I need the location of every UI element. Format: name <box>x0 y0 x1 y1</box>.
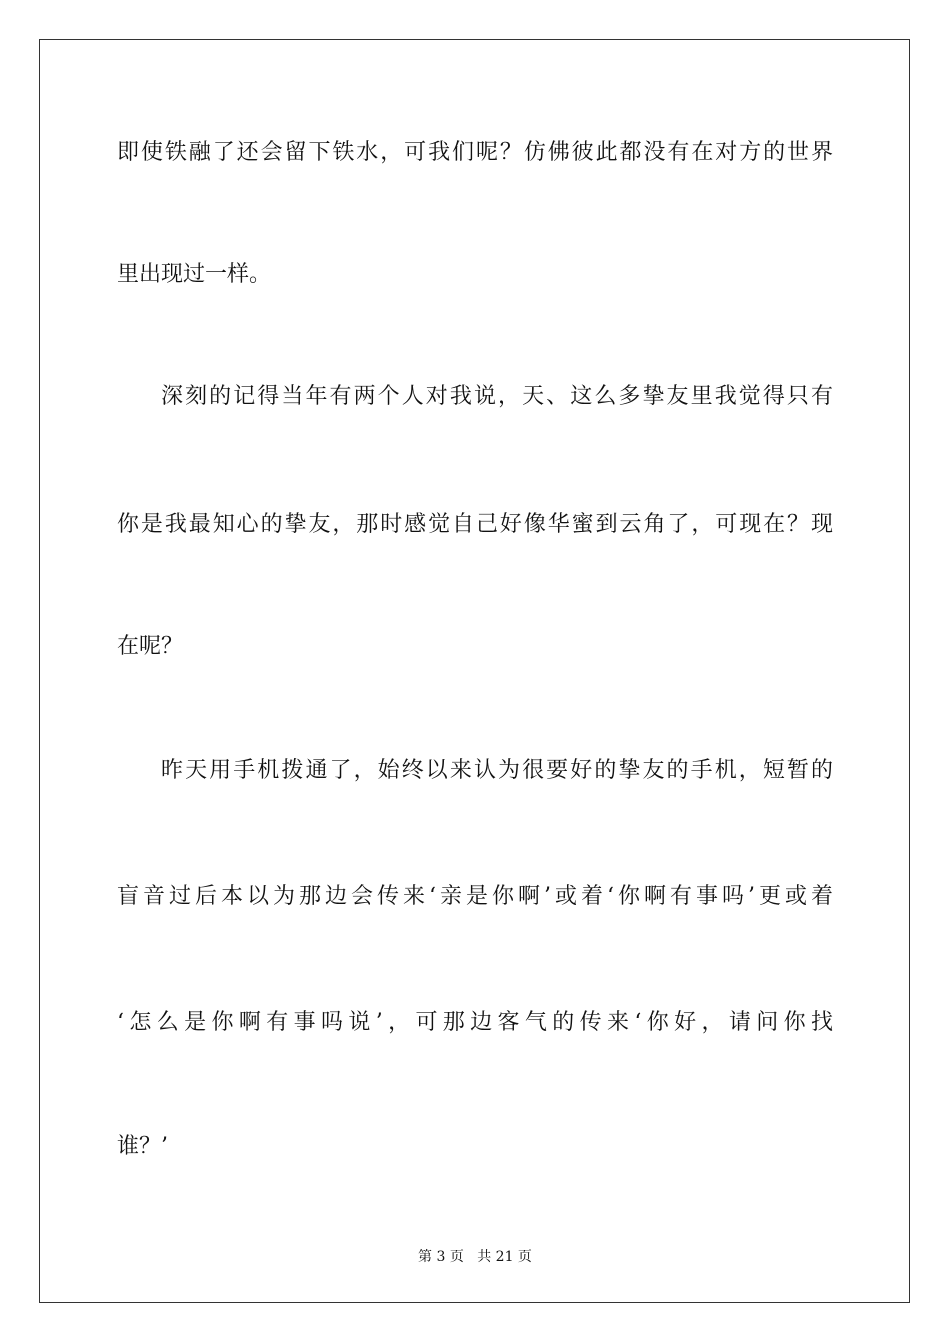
paragraph-line: 你是我最知心的挚友，那时感觉自己好像华蜜到云角了，可现在？现 <box>117 512 833 537</box>
page-number: 第 3 页 <box>418 1249 464 1265</box>
paragraph-line: 在呢？ <box>117 634 184 659</box>
paragraph-line: 深刻的记得当年有两个人对我说，天、这么多挚友里我觉得只有 <box>161 384 833 409</box>
paragraph-line: 盲音过后本以为那边会传来‘亲是你啊’或着‘你啊有事吗’更或着 <box>117 884 833 909</box>
paragraph-line: 谁？’ <box>117 1134 168 1159</box>
paragraph-line: 里出现过一样。 <box>117 262 272 287</box>
paragraph-line: 昨天用手机拨通了，始终以来认为很要好的挚友的手机，短暂的 <box>161 758 833 783</box>
page-total: 共 21 页 <box>477 1249 532 1265</box>
paragraph-line: 即使铁融了还会留下铁水，可我们呢？仿佛彼此都没有在对方的世界 <box>117 140 833 165</box>
page-border <box>39 39 910 1303</box>
page-footer <box>0 1248 950 1266</box>
paragraph-line: ‘怎么是你啊有事吗说’，可那边客气的传来‘你好，请问你找 <box>117 1010 833 1035</box>
